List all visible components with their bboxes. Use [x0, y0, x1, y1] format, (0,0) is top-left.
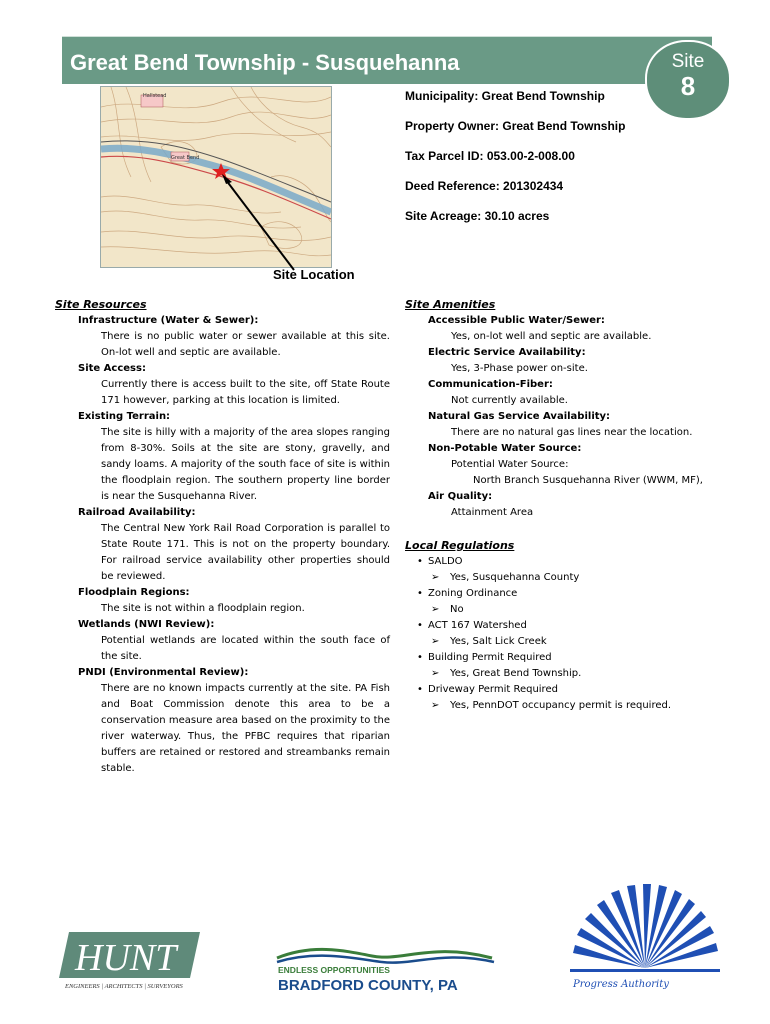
amenity-text: Yes, on-lot well and septic are available. — [451, 331, 652, 342]
bradford-county-logo — [272, 940, 502, 995]
progress-authority-logo — [565, 883, 725, 993]
bradford-tagline: ENDLESS OPPORTUNITIES — [278, 965, 390, 975]
site-amenities-column — [405, 296, 735, 714]
resource-text: Potential wetlands are located within the south face of the site. — [101, 635, 390, 662]
regulation-label: ACT 167 Watershed — [428, 620, 527, 631]
regulation-answer — [405, 698, 735, 714]
arrow-bullet-icon: ➢ — [431, 668, 440, 679]
arrow-bullet-icon: ➢ — [431, 604, 440, 615]
deed-reference: Deed Reference: 201302434 — [405, 179, 564, 193]
site-resources — [55, 296, 390, 777]
site-acreage: Site Acreage: 30.10 acres — [405, 209, 550, 223]
resource-text: Currently there is access built to the site, off State Route 171 however, parking at this location is limited. — [101, 379, 390, 406]
regulation-answer — [405, 570, 735, 586]
hunt-logo-text: HUNT — [75, 937, 177, 979]
amenity-text: Yes, 3-Phase power on-site. — [451, 363, 588, 374]
resource-text: There is no public water or sewer available at this site. On-lot well and septic are available. — [101, 331, 390, 358]
amenity-heading: Accessible Public Water/Sewer: — [428, 315, 605, 326]
site-resources-title: Site Resources — [55, 298, 147, 311]
regulation-answer-text: No — [450, 604, 464, 615]
resource-text: The site is hilly with a majority of the area slopes ranging from 8-30%. Soils at the site are stony, gravelly, and sandy loams. A majority of the south face of site is within the floodplain region. The southern property line border is near the Susquehanna River. — [101, 427, 390, 502]
bullet-icon: • — [417, 556, 423, 567]
resource-heading: Existing Terrain: — [78, 411, 171, 422]
regulation-label: Driveway Permit Required — [428, 684, 558, 695]
regulation-item — [405, 682, 735, 698]
resource-heading: PNDI (Environmental Review): — [78, 667, 249, 678]
amenity-text: Attainment Area — [451, 507, 534, 518]
regulation-item — [405, 554, 735, 570]
resource-heading: Railroad Availability: — [78, 507, 196, 518]
resource-heading: Infrastructure (Water & Sewer): — [78, 315, 259, 326]
bullet-icon: • — [417, 588, 423, 599]
amenity-text: Not currently available. — [451, 395, 568, 406]
bullet-icon: • — [417, 652, 423, 663]
hunt-logo — [57, 930, 202, 992]
map-pointer-arrow-icon — [0, 0, 770, 300]
amenity-heading: Air Quality: — [428, 491, 493, 502]
resource-heading: Site Access: — [78, 363, 146, 374]
regulation-item — [405, 586, 735, 602]
municipality: Municipality: Great Bend Township — [405, 89, 605, 103]
resource-heading: Floodplain Regions: — [78, 587, 190, 598]
regulation-answer-text: Yes, Salt Lick Creek — [450, 636, 547, 647]
regulation-answer-text: Yes, Great Bend Township. — [450, 668, 582, 679]
regulation-label: Zoning Ordinance — [428, 588, 518, 599]
arrow-bullet-icon: ➢ — [431, 636, 440, 647]
regulation-answer-text: Yes, PennDOT occupancy permit is required. — [450, 700, 672, 711]
amenity-text: Potential Water Source: — [451, 459, 569, 470]
amenity-text: North Branch Susquehanna River (WWM, MF), — [473, 475, 703, 486]
amenity-heading: Communication-Fiber: — [428, 379, 553, 390]
resource-text: There are no known impacts currently at the site. PA Fish and Boat Commission denote this area to be a conservation measure area based on the proximity to the river waterway. Thus, the PFBC requires that riparian buffers are retained or restored and streambanks remain stable. — [101, 683, 390, 774]
property-owner: Property Owner: Great Bend Township — [405, 119, 626, 133]
regulation-answer — [405, 634, 735, 650]
local-regulations-title: Local Regulations — [405, 539, 515, 552]
resource-text: The site is not within a floodplain region. — [101, 603, 305, 614]
map-tag-hallstead: Hallstead — [143, 93, 167, 99]
amenity-heading: Electric Service Availability: — [428, 347, 586, 358]
amenity-heading: Non-Potable Water Source: — [428, 443, 582, 454]
bullet-icon: • — [417, 620, 423, 631]
regulation-item — [405, 650, 735, 666]
site-amenities-title: Site Amenities — [405, 298, 496, 311]
arrow-bullet-icon: ➢ — [431, 572, 440, 583]
regulation-item — [405, 618, 735, 634]
regulation-label: Building Permit Required — [428, 652, 552, 663]
tax-parcel-id: Tax Parcel ID: 053.00-2-008.00 — [405, 149, 575, 163]
property-info — [405, 88, 625, 238]
regulation-answer-text: Yes, Susquehanna County — [450, 572, 580, 583]
arrow-bullet-icon: ➢ — [431, 700, 440, 711]
site-badge-number: 8 — [680, 71, 696, 101]
map-label: Site Location — [273, 267, 355, 282]
resource-text: The Central New York Rail Road Corporation is parallel to State Route 171. This is not on the property boundary. For railroad service availability other properties should be reviewed. — [101, 523, 390, 582]
regulation-label: SALDO — [428, 556, 463, 567]
progress-authority-text: Progress Authority — [573, 979, 669, 990]
bullet-icon: • — [417, 684, 423, 695]
regulation-answer — [405, 666, 735, 682]
map-tag-great-bend: Great Bend — [171, 155, 200, 161]
regulation-answer — [405, 602, 735, 618]
page-title: Great Bend Township - Susquehanna — [70, 50, 460, 75]
site-badge-label: Site — [671, 51, 705, 72]
amenity-heading: Natural Gas Service Availability: — [428, 411, 611, 422]
hunt-logo-subtitle: ENGINEERS | ARCHITECTS | SURVEYORS — [65, 983, 183, 990]
amenity-text: There are no natural gas lines near the location. — [451, 427, 693, 438]
resource-heading: Wetlands (NWI Review): — [78, 619, 215, 630]
bradford-name: BRADFORD COUNTY, PA — [278, 977, 458, 994]
